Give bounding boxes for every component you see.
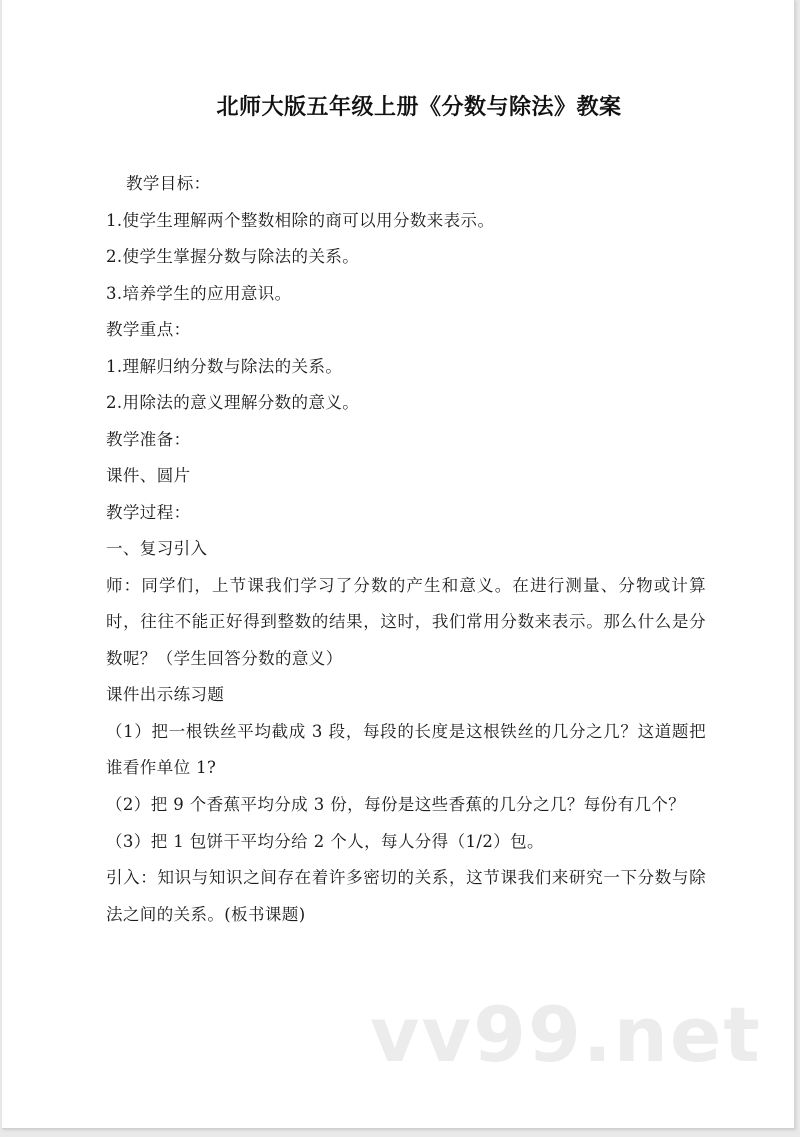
paragraph: 师：同学们，上节课我们学习了分数的产生和意义。在进行测量、分物或计算时，往往不能正好得到整数的结果，这时，我们常用分数来表示。那么什么是分数呢？（学生回答分数的意义） bbox=[106, 575, 706, 668]
paragraph: 1.理解归纳分数与除法的关系。 bbox=[106, 356, 343, 376]
paragraph: 教学目标： bbox=[126, 174, 211, 193]
paragraph: （1）把一根铁丝平均截成 3 段，每段的长度是这根铁丝的几分之几？这道题把谁看作单位 1? bbox=[106, 721, 706, 778]
watermark: vv99.net bbox=[370, 990, 762, 1079]
document-title: 北师大版五年级上册《分数与除法》教案 bbox=[216, 95, 622, 120]
paragraph: 课件出示练习题 bbox=[106, 685, 225, 705]
document-body bbox=[106, 166, 706, 933]
paragraph: 课件、圆片 bbox=[106, 466, 191, 485]
paragraph: 一、复习引入 bbox=[106, 539, 208, 558]
paragraph: 教学过程： bbox=[106, 502, 191, 522]
paragraph: 2.用除法的意义理解分数的意义。 bbox=[106, 393, 360, 412]
paragraph: 1.使学生理解两个整数相除的商可以用分数来表示。 bbox=[106, 210, 495, 230]
paragraph: （3）把 1 包饼干平均分给 2 个人，每人分得（1/2）包。 bbox=[106, 831, 544, 851]
paragraph: 引入：知识与知识之间存在着许多密切的关系，这节课我们来研究一下分数与除法之间的关系。(板书课题) bbox=[106, 868, 706, 924]
paragraph: 教学重点： bbox=[106, 320, 191, 339]
paragraph: 2.使学生掌握分数与除法的关系。 bbox=[106, 247, 360, 266]
paragraph: （2）把 9 个香蕉平均分成 3 份，每份是这些香蕉的几分之几？每份有几个？ bbox=[106, 794, 686, 814]
paragraph: 3.培养学生的应用意识。 bbox=[106, 283, 292, 303]
document-page bbox=[2, 0, 795, 1129]
paragraph: 教学准备： bbox=[106, 429, 191, 449]
